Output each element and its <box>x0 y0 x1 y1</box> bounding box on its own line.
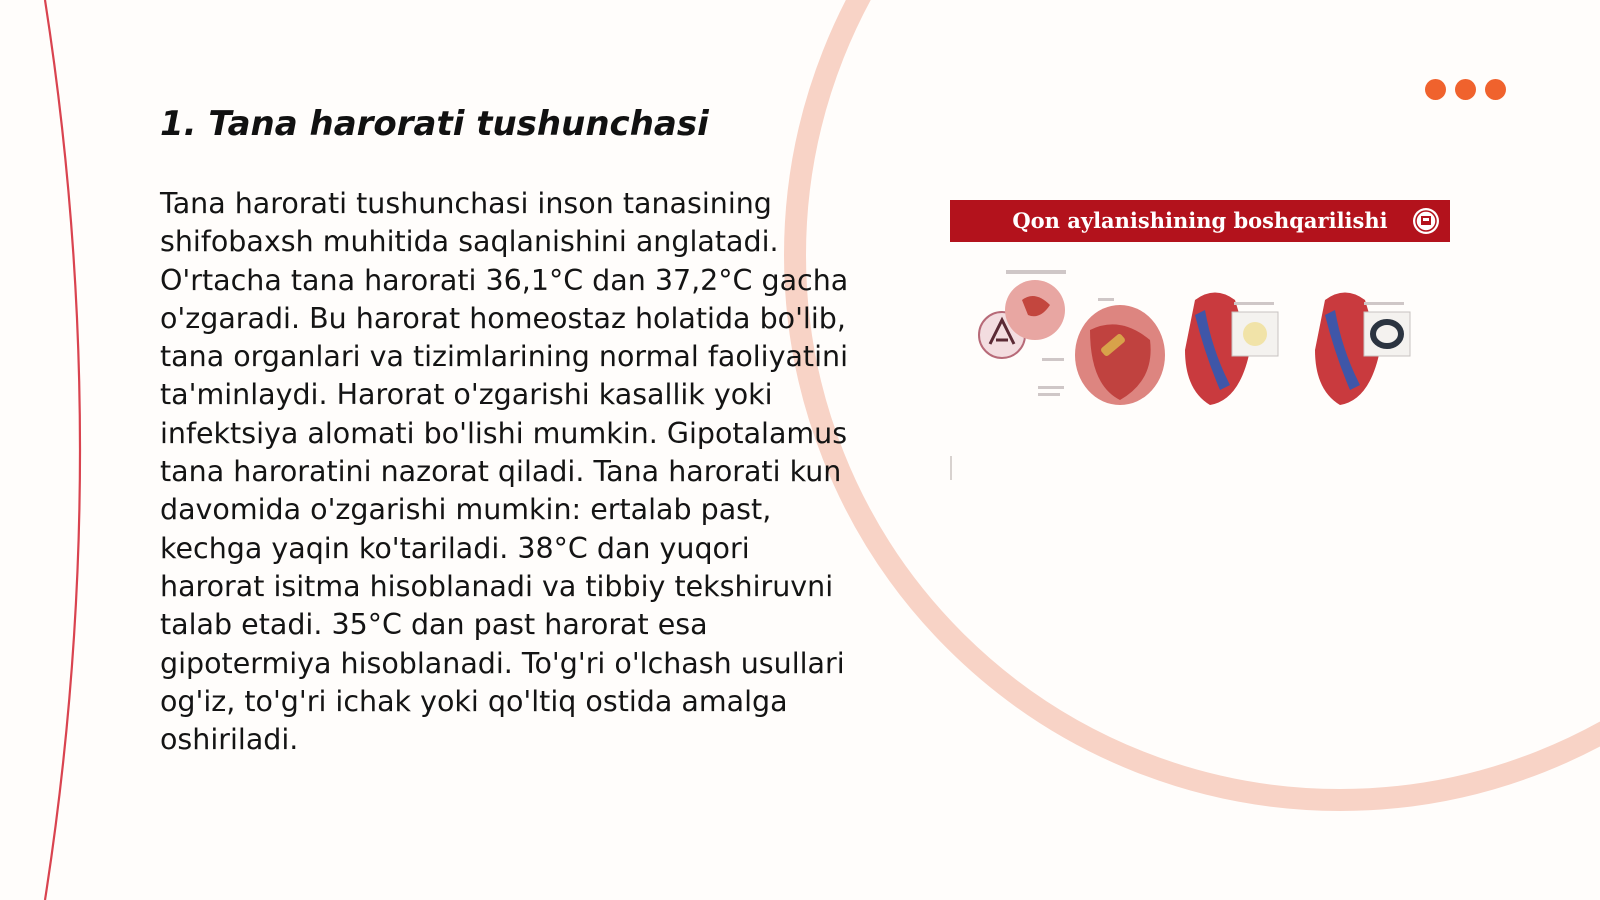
seal-logo-icon <box>1412 207 1440 235</box>
figure-edge-line <box>950 456 952 480</box>
heart-illustration-1 <box>979 270 1066 396</box>
heart-illustration-2 <box>1075 298 1165 405</box>
left-edge-curve <box>45 0 80 900</box>
heart-illustration-4 <box>1315 293 1410 406</box>
slide-title: 1. Tana harorati tushunchasi <box>160 104 709 144</box>
figure-banner-title: Qon aylanishining boshqarilishi <box>1012 208 1388 233</box>
heart-circulation-figure <box>950 200 1450 480</box>
heart-illustration-3 <box>1185 293 1278 406</box>
slide-body-text: Tana harorati tushunchasi inson tanasining shifobaxsh muhitida saqlanishini anglatadi. O'rtacha tana harorati 36,1°C dan 37,2°C gacha o'zgaradi. Bu harorat homeostaz holatida bo'lib, tana organlari va tizimlarining normal faoliyatini ta'minlaydi. Harorat o'zgarishi kasallik yoki infektsiya alomati bo'lishi mumkin. Gipotalamus tana haroratini nazorat qiladi. Tana harorati kun davomida o'zgarishi mumkin: ertalab past, kechga yaqin ko'tariladi. 38°C dan yuqori harorat isitma hisoblanadi va tibbiy tekshiruvni talab etadi. 35°C dan past harorat esa gipotermiya hisoblanadi. To'g'ri o'lchash usullari og'iz, to'g'ri ichak yoki qo'ltiq ostida amalga oshiriladi. <box>160 187 849 757</box>
heart-valve-illustrations <box>950 260 1450 420</box>
decorative-dots <box>1425 79 1506 100</box>
dot-2 <box>1455 79 1476 100</box>
dot-3 <box>1485 79 1506 100</box>
dot-1 <box>1425 79 1446 100</box>
